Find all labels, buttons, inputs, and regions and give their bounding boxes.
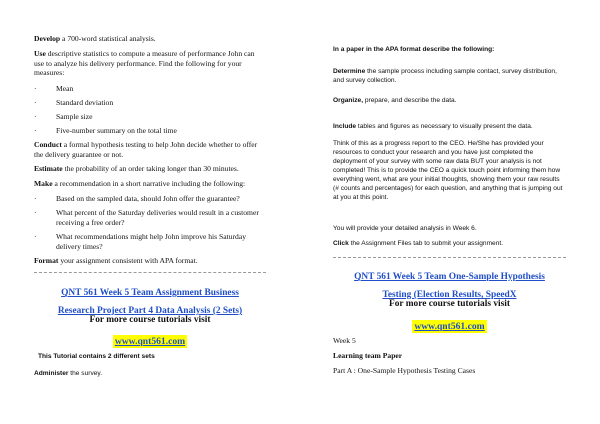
website-link[interactable]: www.qnt561.com xyxy=(414,321,485,332)
click-paragraph: Click the Assignment Files tab to submit your assignment. xyxy=(333,240,504,247)
include-paragraph: Include tables and figures as necessary to visually present the data. xyxy=(333,123,533,130)
divider xyxy=(34,272,266,273)
administer-paragraph: Administer the survey. xyxy=(34,370,103,377)
week6-paragraph: You will provide your detailed analysis in Week 6. xyxy=(333,225,477,232)
progress-report-paragraph: Think of this as a progress report to the CEO. He/She has provided your resources to conduct your research and you have just completed the deployment of your survey with some raw data BUT your analysis is not completed! This is to provide the CEO a quick touch point informing them how everything went, what are your initial thoughts, showing them your raw results (# counts and percentages) for each question, and anything that is jumping out at you at this point. xyxy=(333,140,563,201)
use-paragraph: Use descriptive statistics to compute a measure of performance John can use to analyze his delivery performance. Find the following for your measures: xyxy=(34,49,255,78)
part-a-label: Part A : One-Sample Hypothesis Testing Cases xyxy=(333,366,476,375)
divider xyxy=(333,257,566,258)
determine-paragraph: Determine the sample process including sample contact, survey distribution, and survey collection. xyxy=(333,68,557,84)
organize-paragraph: Organize, prepare, and describe the data. xyxy=(333,97,457,104)
learning-team-label: Learning team Paper xyxy=(333,351,403,360)
assignment-title-link[interactable]: QNT 561 Week 5 Team Assignment Business Research Project Part 4 Data Analysis (2 Sets) xyxy=(57,288,243,316)
conduct-paragraph: Conduct a formal hypothesis testing to help John decide whether to offer the delivery guarantee or not. xyxy=(34,140,258,159)
estimate-paragraph: Estimate the probability of an order taking longer than 30 minutes. xyxy=(34,164,239,173)
tutorials-text: For more course tutorials visit xyxy=(389,299,510,309)
develop-paragraph: Develop a 700-word statistical analysis. xyxy=(34,34,156,43)
make-paragraph: Make a recommendation in a short narrative including the following: xyxy=(34,179,246,188)
tutorial-sets-note: This Tutorial contains 2 different sets xyxy=(38,353,155,360)
format-paragraph: Format your assignment consistent with APA format. xyxy=(34,256,198,265)
tutorials-text: For more course tutorials visit xyxy=(89,315,211,325)
apa-heading: In a paper in the APA format describe the following: xyxy=(333,46,495,53)
week-label: Week 5 xyxy=(333,336,356,345)
assignment-title-link[interactable]: QNT 561 Week 5 Team One-Sample Hypothesis Testing (Election Results, SpeedX xyxy=(354,272,545,300)
website-link[interactable]: www.qnt561.com xyxy=(114,336,186,347)
